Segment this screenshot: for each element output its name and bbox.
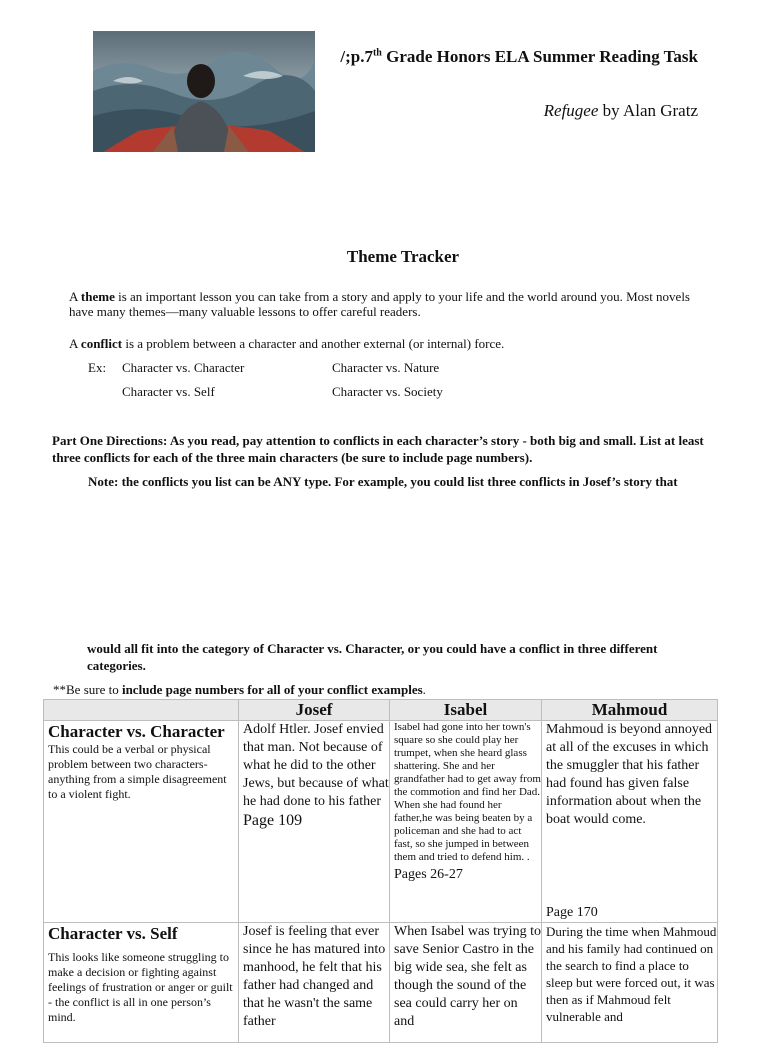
josef-text: Josef is feeling that ever since he has matured into manhood, he felt that his father had changed and that he wasn't the same father [243,924,386,1029]
mahmoud-cell[interactable] [542,721,718,923]
table-header-row [44,700,718,721]
isabel-cell[interactable] [390,923,542,1043]
title-sup: th [372,47,382,59]
title-rest: Grade Honors ELA Summer Reading Task [381,47,698,66]
row-label-cell [44,721,239,923]
examples-label: Ex: [88,360,107,375]
theme-lead: A [69,289,81,304]
example-item: Character vs. Society [332,384,443,399]
book-subtitle [440,101,698,121]
theme-definition [69,289,709,319]
mahmoud-page: Page 170 [546,905,598,920]
reminder-bold: include page numbers for all of your conflict examples [121,682,423,697]
table-row [44,923,718,1043]
reminder-end: . [422,682,426,697]
mahmoud-cell[interactable] [542,923,718,1043]
conflict-definition [69,336,709,351]
reminder-lead: **Be sure to [53,682,122,697]
example-item: Character vs. Self [122,384,215,399]
mahmoud-text: Mahmoud is beyond annoyed at all of the excuses in which the smuggler that his father had found has given false information about when the boat would come. [546,722,713,827]
row-description: This looks like someone struggling to make a decision or fighting against feelings of frustration or anger or guilt - the conflict is all in one person’s mind. [48,950,233,1024]
josef-page: Page 109 [243,812,303,829]
document-title [340,46,698,67]
header-josef: Josef [239,700,390,721]
theme-term: theme [80,289,115,304]
book-author: by Alan Gratz [598,101,698,120]
mahmoud-text: During the time when Mahmoud and his family had continued on the search to find a place to sleep but were forced out, it was then as if Mahmoud felt vulnerable and [546,924,717,1024]
example-item: Character vs. Nature [332,360,440,375]
note-line-2: would all fit into the category of Character vs. Character, or you could have a conflict in three different categories. [87,641,658,673]
conflict-table [43,699,718,1043]
row-description: This could be a verbal or physical problem between two characters- anything from a simple disagreement to a violent fight. [48,742,227,801]
section-title: Theme Tracker [346,247,460,266]
theme-rest: is an important lesson you can take from a story and apply to your life and the world around you. Most novels have many themes—many valuable lessons to offer careful readers. [69,289,690,319]
isabel-text: When Isabel was trying to save Senior Castro in the big wide sea, she felt as though the sound of the sea could carry her on and [394,924,541,1029]
example-item: Character vs. Character [122,360,245,375]
josef-cell[interactable] [239,721,390,923]
page-number-reminder [53,682,426,698]
conflict-rest: is a problem between a character and another external (or internal) force. [122,336,505,351]
book-title: Refugee [543,101,599,120]
isabel-page: Pages 26-27 [394,867,463,882]
book-cover-image [93,31,315,152]
header-isabel: Isabel [390,700,542,721]
table-row [44,721,718,923]
part-one-directions: Part One Directions: As you read, pay attention to conflicts in each character’s story - both big and small. List at least three conflicts for each of the three main characters (be sure to include page numbers). [52,433,704,465]
row-title: Character vs. Self [48,924,178,943]
header-blank [44,700,239,721]
row-title: Character vs. Character [48,722,225,741]
isabel-cell[interactable] [390,721,542,923]
josef-cell[interactable] [239,923,390,1043]
josef-text: Adolf Htler. Josef envied that man. Not because of what he did to the other Jews, but because of what he had done to his father [243,722,389,809]
conflict-lead: A [69,336,81,351]
title-prefix: /;p.7 [340,47,373,66]
note-line-1: Note: the conflicts you list can be ANY type. For example, you could list three conflicts in Josef’s story that [88,474,678,489]
conflict-term: conflict [80,336,123,351]
row-label-cell [44,923,239,1043]
header-mahmoud: Mahmoud [542,700,718,721]
isabel-text: Isabel had gone into her town's square so she could play her trumpet, when she heard glass shattering. She and her grandfather had to get away from the commotion and find her Dad. When she had found her father,he was being beaten by a policeman and she had to act fast, so she jumped in between them and tried to defend him. . [394,721,541,863]
